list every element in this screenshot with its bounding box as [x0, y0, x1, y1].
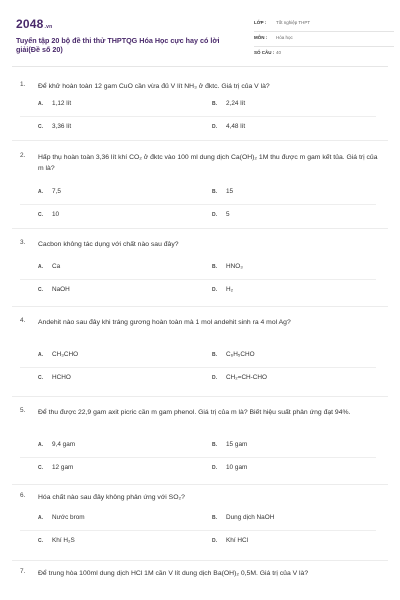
- option-text: CH₃CHO: [52, 351, 79, 358]
- option-letter: C.: [38, 375, 43, 381]
- answer-option-c[interactable]: [38, 286, 70, 293]
- option-text: 15 gam: [226, 441, 248, 448]
- site-logo[interactable]: [16, 17, 52, 31]
- option-letter: C.: [38, 212, 43, 218]
- option-row: [20, 205, 376, 227]
- answer-options: [20, 94, 376, 139]
- option-letter: B.: [212, 515, 217, 521]
- answer-option-b[interactable]: [212, 351, 255, 358]
- question-number: 4.: [20, 317, 26, 324]
- option-text: 12 gam: [52, 464, 74, 471]
- answer-options: [20, 435, 376, 480]
- question-text: Để thu được 22,9 gam axit picric cần m gam phenol. Giá trị của m là? Biết hiệu suất phản ứng đạt 94%.: [38, 409, 351, 416]
- option-text: HCHO: [52, 374, 71, 381]
- option-text: 4,48 lít: [226, 123, 246, 130]
- option-text: 7,5: [52, 188, 61, 195]
- option-text: Dung dịch NaOH: [226, 514, 275, 521]
- document-meta: [254, 17, 394, 61]
- option-row: [20, 117, 376, 139]
- answer-option-d[interactable]: [212, 286, 233, 293]
- question-number: 3.: [20, 239, 26, 246]
- option-letter: B.: [212, 442, 217, 448]
- option-letter: A.: [38, 101, 43, 107]
- option-letter: D.: [212, 375, 217, 381]
- answer-option-c[interactable]: [38, 464, 73, 471]
- option-text: 9,4 gam: [52, 441, 76, 448]
- meta-label: SỐ CÂU :: [254, 50, 275, 55]
- answer-option-d[interactable]: [212, 464, 247, 471]
- answer-option-b[interactable]: [212, 263, 243, 270]
- question-text: Andehit nào sau đây khi tráng gương hoàn toàn mà 1 mol andehit sinh ra 4 mol Ag?: [38, 319, 291, 326]
- answer-option-b[interactable]: [212, 100, 245, 107]
- option-letter: C.: [38, 465, 43, 471]
- option-row: [20, 458, 376, 480]
- meta-value: Hóa học: [276, 35, 293, 40]
- question-divider: [12, 560, 388, 561]
- meta-label: MÔN :: [254, 35, 268, 40]
- option-letter: B.: [212, 101, 217, 107]
- option-text: 15: [226, 188, 234, 195]
- option-text: 2,24 lít: [226, 100, 246, 107]
- meta-row-count: [254, 47, 394, 61]
- option-letter: D.: [212, 287, 217, 293]
- answer-options: [20, 345, 376, 390]
- question-number: 6.: [20, 492, 26, 499]
- answer-option-a[interactable]: [38, 263, 60, 270]
- option-row: [20, 94, 376, 117]
- option-text: Ca: [52, 263, 61, 270]
- answer-option-a[interactable]: [38, 351, 78, 358]
- option-letter: C.: [38, 538, 43, 544]
- meta-value: 40: [276, 50, 282, 55]
- answer-option-a[interactable]: [38, 100, 71, 107]
- answer-option-d[interactable]: [212, 211, 230, 218]
- option-text: C₆H₅CHO: [226, 351, 255, 358]
- option-letter: D.: [212, 212, 217, 218]
- meta-label: LỚP :: [254, 20, 267, 25]
- answer-option-b[interactable]: [212, 441, 247, 448]
- option-letter: C.: [38, 287, 43, 293]
- answer-option-c[interactable]: [38, 374, 71, 381]
- option-text: H₂: [226, 286, 234, 293]
- question-text: Để trung hòa 100ml dung dịch HCl 1M cần V lít dung dịch Ba(OH)₂ 0,5M. Giá trị của V là?: [38, 570, 309, 577]
- option-text: 10 gam: [226, 464, 248, 471]
- option-letter: D.: [212, 538, 217, 544]
- option-text: CH₂=CH-CHO: [226, 374, 268, 381]
- option-row: [20, 182, 376, 205]
- answer-option-a[interactable]: [38, 514, 85, 521]
- option-text: Khí H₂S: [52, 537, 75, 544]
- question-text: Để khử hoàn toàn 12 gam CuO cần vừa đủ V lít NH₃ ở đktc. Giá trị của V là?: [38, 83, 270, 90]
- option-letter: A.: [38, 264, 43, 270]
- answer-options: [20, 508, 376, 553]
- option-text: Nước brom: [52, 514, 85, 521]
- option-text: 3,36 lít: [52, 123, 72, 130]
- meta-value: Tốt nghiệp THPT: [276, 20, 311, 25]
- question-text: Hấp thụ hoàn toàn 3,36 lít khí CO₂ ở đktc vào 100 ml dung dịch Ca(OH)₂ 1M thu được m gam kết tủa. Giá trị của m là?: [38, 154, 378, 172]
- header-divider: [12, 66, 388, 67]
- question-text: Cacbon không tác dụng với chất nào sau đây?: [38, 241, 179, 248]
- option-text: 10: [52, 211, 60, 218]
- meta-row-class: [254, 17, 394, 32]
- option-row: [20, 531, 376, 553]
- question-text: Hóa chất nào sau đây không phản ứng với SO₂?: [38, 494, 185, 501]
- question-divider: [12, 228, 388, 229]
- answer-option-d[interactable]: [212, 537, 248, 544]
- option-text: 5: [226, 211, 230, 218]
- option-letter: B.: [212, 352, 217, 358]
- question-number: 5.: [20, 407, 26, 414]
- answer-option-b[interactable]: [212, 514, 274, 521]
- option-row: [20, 345, 376, 368]
- option-row: [20, 368, 376, 390]
- document-title: Tuyển tập 20 bộ đề thi thử THPTQG Hóa Học cực hay có lời giải(Đề số 20): [16, 36, 220, 54]
- question-number: 7.: [20, 568, 26, 575]
- option-row: [20, 508, 376, 531]
- option-letter: A.: [38, 189, 43, 195]
- answer-option-a[interactable]: [38, 188, 61, 195]
- meta-row-subject: [254, 32, 394, 47]
- option-row: [20, 280, 376, 302]
- option-letter: C.: [38, 124, 43, 130]
- option-text: NaOH: [52, 286, 70, 293]
- question-number: 2.: [20, 152, 26, 159]
- option-letter: B.: [212, 264, 217, 270]
- option-letter: D.: [212, 465, 217, 471]
- answer-option-a[interactable]: [38, 441, 75, 448]
- answer-options: [20, 182, 376, 227]
- question-divider: [12, 140, 388, 141]
- answer-option-d[interactable]: [212, 374, 267, 381]
- answer-option-d[interactable]: [212, 123, 245, 130]
- question-number: 1.: [20, 81, 26, 88]
- option-letter: D.: [212, 124, 217, 130]
- answer-option-b[interactable]: [212, 188, 233, 195]
- option-text: HNO₃: [226, 263, 243, 270]
- answer-option-c[interactable]: [38, 211, 59, 218]
- logo-suffix: .vn: [44, 24, 53, 30]
- option-letter: B.: [212, 189, 217, 195]
- option-row: [20, 435, 376, 458]
- logo-text: 2048: [16, 17, 44, 31]
- document-header: [16, 14, 386, 62]
- question-divider: [12, 306, 388, 307]
- answer-option-c[interactable]: [38, 537, 75, 544]
- option-row: [20, 257, 376, 280]
- question-divider: [12, 484, 388, 485]
- option-letter: A.: [38, 442, 43, 448]
- option-letter: A.: [38, 515, 43, 521]
- answer-option-c[interactable]: [38, 123, 71, 130]
- option-text: 1,12 lít: [52, 100, 72, 107]
- option-text: Khí HCl: [226, 537, 249, 544]
- option-letter: A.: [38, 352, 43, 358]
- question-divider: [12, 396, 388, 397]
- answer-options: [20, 257, 376, 302]
